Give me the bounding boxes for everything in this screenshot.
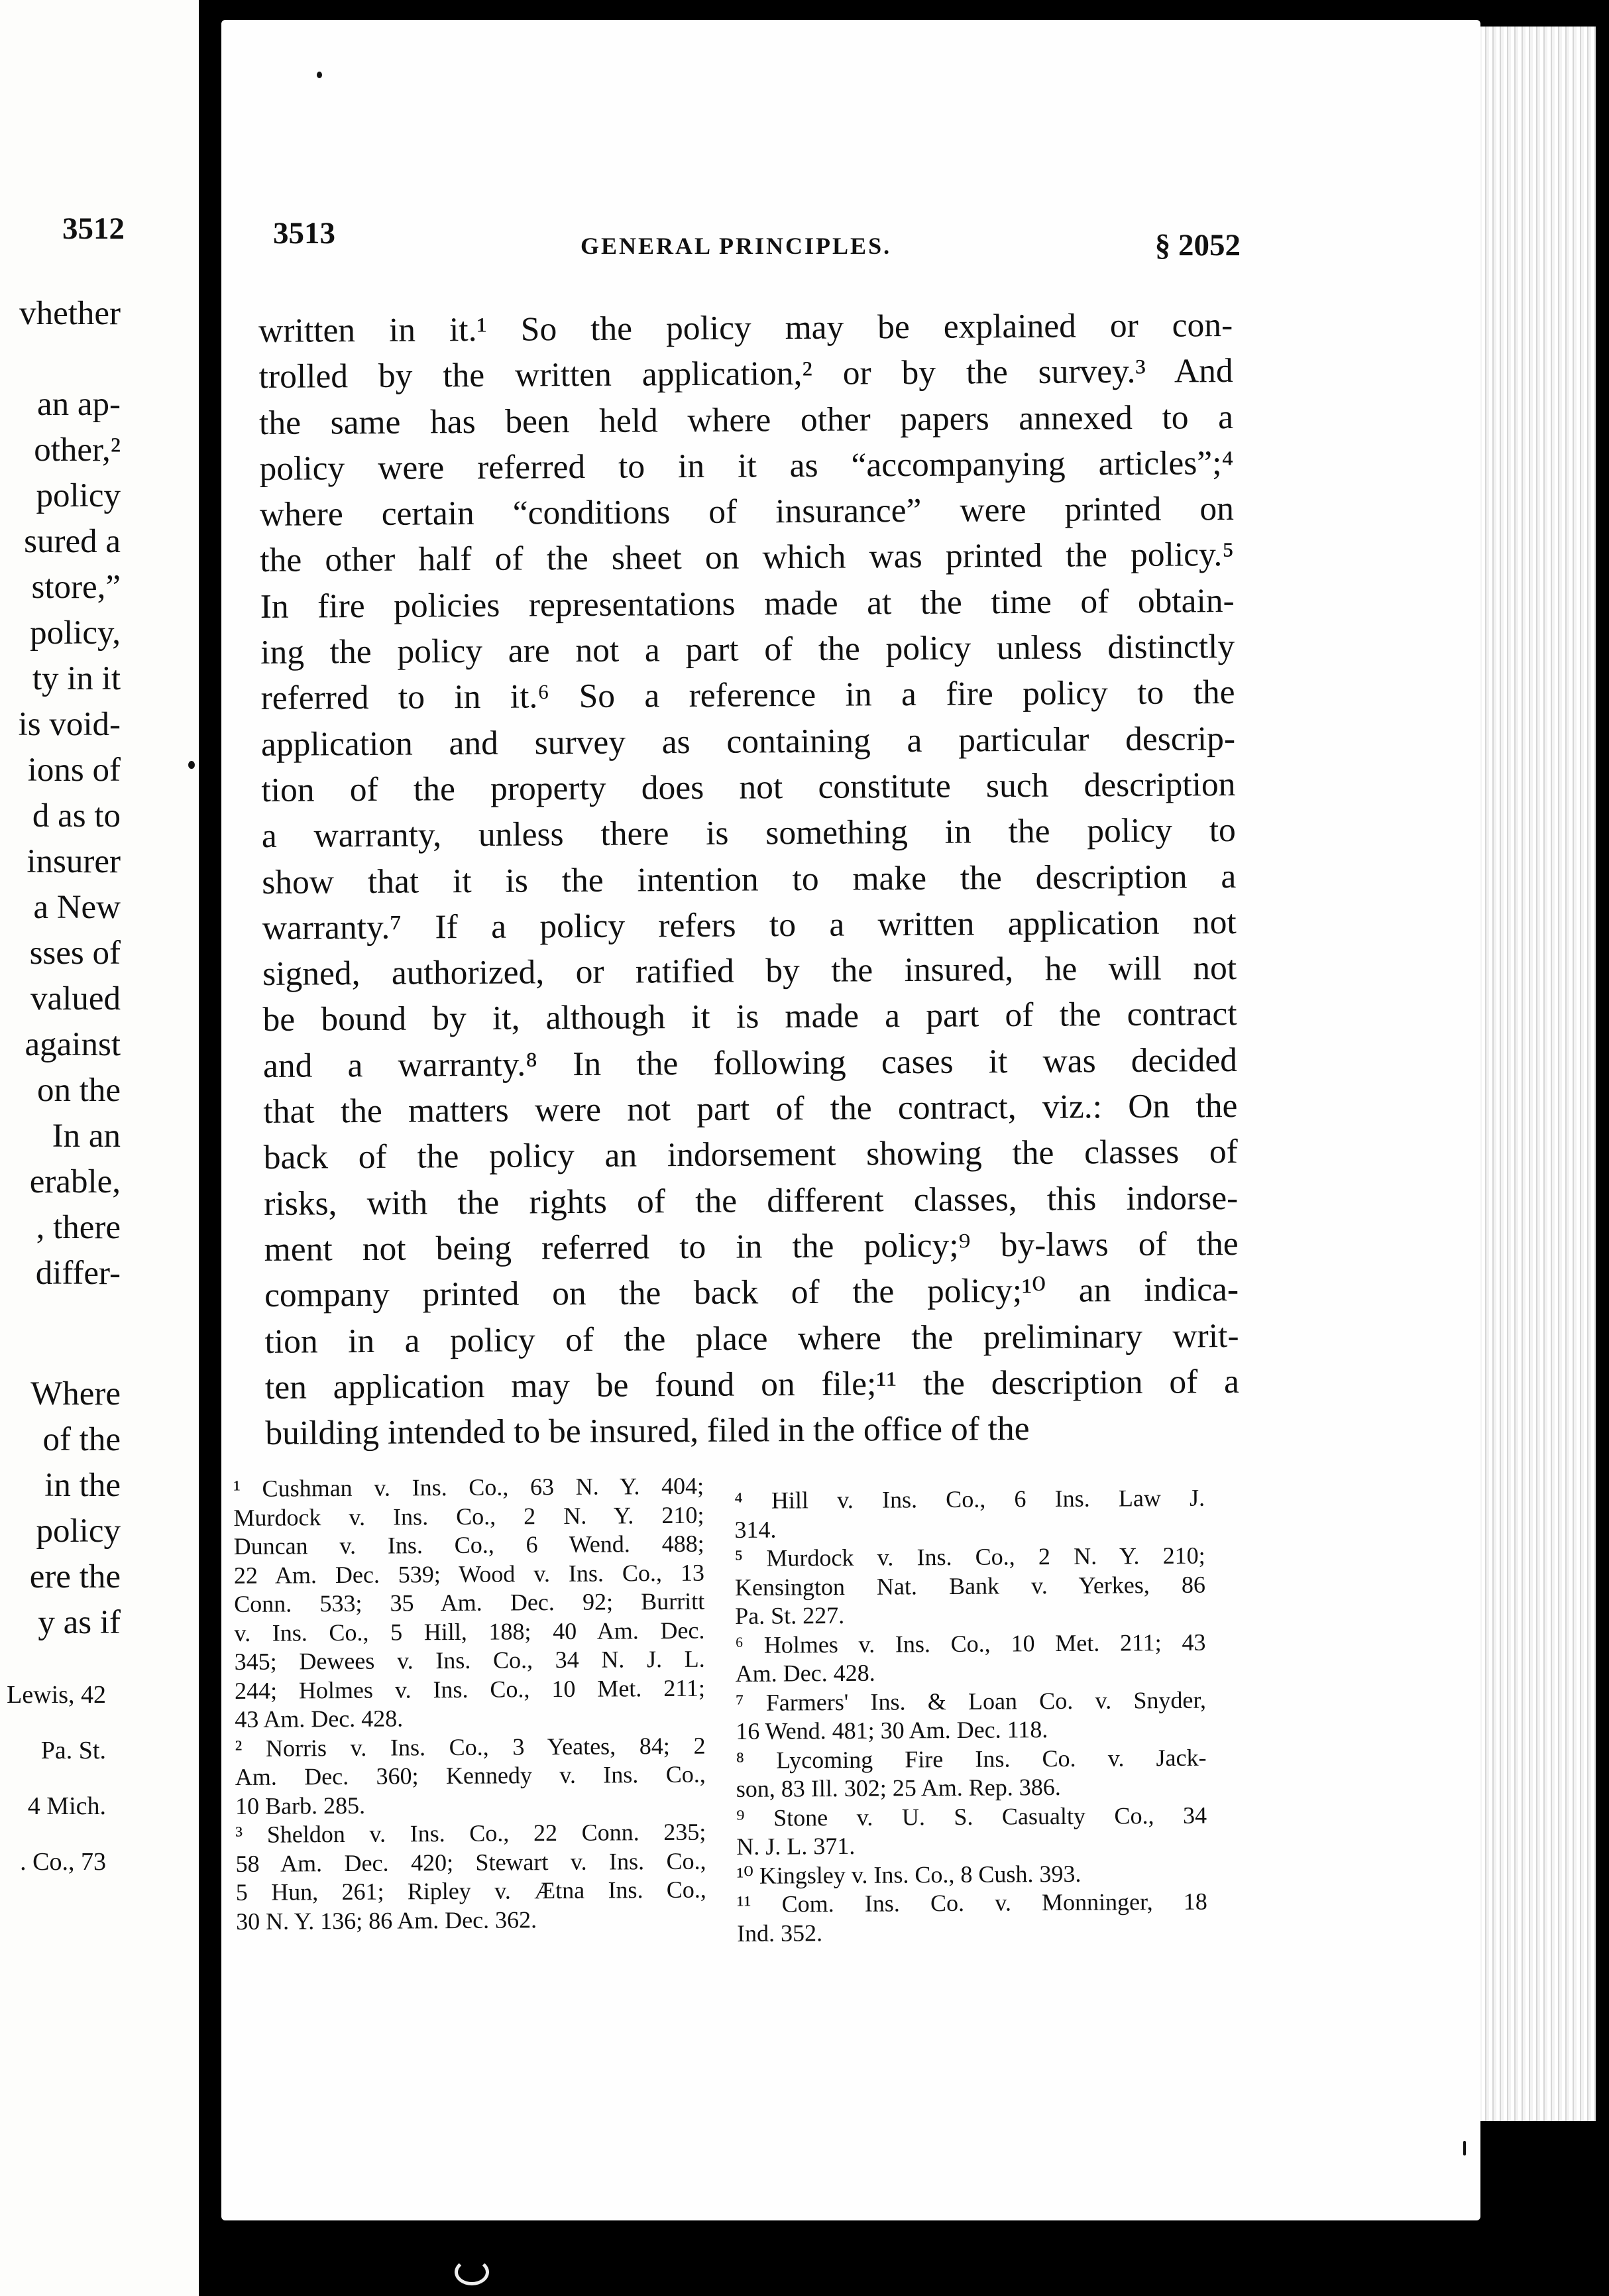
body-line: policy were referred to in it as “accompanying articles”;⁴: [259, 443, 1234, 488]
footnote-line: 244; Holmes v. Ins. Co., 10 Met. 211;: [234, 1674, 706, 1704]
footnote-line: son, 83 Ill. 302; 25 Am. Rep. 386.: [736, 1773, 1061, 1802]
body-line: signed, authorized, or ratified by the insured, he will not: [262, 949, 1237, 994]
body-line: company printed on the back of the policy;¹⁰ an indica-: [264, 1271, 1239, 1315]
footnote-line: Am. Dec. 428.: [735, 1659, 875, 1687]
previous-page-line: differ-: [35, 1255, 121, 1292]
body-line: ing the policy are not a part of the policy unless distinctly: [260, 628, 1235, 672]
previous-page-line: valued: [30, 980, 121, 1017]
previous-page-line: y as if: [38, 1604, 121, 1641]
footnote-line: ¹¹ Com. Ins. Co. v. Monninger, 18: [736, 1888, 1207, 1918]
body-text: [258, 302, 1240, 1456]
body-line: show that it is the intention to make the description a: [262, 857, 1237, 901]
body-line: trolled by the written application,² or by the survey.³ And: [258, 352, 1233, 396]
previous-page-footnote: 4 Mich.: [27, 1792, 106, 1820]
previous-page-line: In an: [52, 1118, 121, 1155]
footnote-line: Conn. 533; 35 Am. Dec. 92; Burritt: [234, 1587, 705, 1617]
body-line: risks, with the rights of the different classes, this indorse-: [264, 1178, 1239, 1223]
previous-page-line: policy: [36, 477, 121, 514]
margin-speck: [1463, 2141, 1466, 2155]
previous-page-line: a New: [33, 889, 121, 926]
previous-page-line: is void-: [18, 706, 121, 743]
previous-page-footnote: Lewis, 42: [7, 1681, 106, 1709]
footnotes-right-column: [734, 1484, 1207, 1948]
body-line: back of the policy an indorsement showing the classes of: [263, 1133, 1238, 1177]
previous-page-line: against: [25, 1026, 121, 1063]
footnotes-left-column: [233, 1472, 706, 1936]
body-line: where certain “conditions of insurance” were printed on: [259, 490, 1235, 534]
body-line: written in it.¹ So the policy may be explained or con-: [258, 306, 1233, 350]
body-line: warranty.⁷ If a policy refers to a written application not: [262, 903, 1237, 947]
previous-page-footnote: Pa. St.: [40, 1737, 106, 1764]
body-line: ten application may be found on file;¹¹ the description of a: [264, 1362, 1240, 1406]
footnote-line: 22 Am. Dec. 539; Wood v. Ins. Co., 13: [233, 1559, 705, 1589]
footnote-line: ¹⁰ Kingsley v. Ins. Co., 8 Cush. 393.: [736, 1860, 1082, 1889]
previous-page-line: of the: [42, 1421, 121, 1458]
previous-page-line: d as to: [32, 797, 121, 834]
body-line: application and survey as containing a particular descrip-: [260, 719, 1236, 764]
previous-page-line: policy: [36, 1513, 121, 1550]
footnote-line: ⁷ Farmers' Ins. & Loan Co. v. Snyder,: [735, 1686, 1207, 1716]
footnote-line: ² Norris v. Ins. Co., 3 Yeates, 84; 2: [235, 1732, 706, 1762]
footnote-line: ⁵ Murdock v. Ins. Co., 2 N. Y. 210;: [734, 1542, 1205, 1572]
footnote-line: Kensington Nat. Bank v. Yerkes, 86: [734, 1571, 1206, 1601]
footnote-line: 16 Wend. 481; 30 Am. Dec. 118.: [736, 1716, 1048, 1745]
footnote-line: 345; Dewees v. Ins. Co., 34 N. J. L.: [234, 1645, 705, 1675]
running-header: [273, 215, 1241, 262]
footnote-line: Pa. St. 227.: [735, 1601, 845, 1629]
body-line: and a warranty.⁸ In the following cases it was decided: [262, 1041, 1238, 1085]
previous-page-line: sured a: [24, 523, 121, 560]
previous-page-line: store,”: [31, 569, 121, 606]
scan-artifact: [455, 2259, 489, 2285]
body-line: tion of the property does not constitute such description: [261, 765, 1236, 809]
body-line: tion in a policy of the place where the preliminary writ-: [264, 1316, 1239, 1361]
body-line: a warranty, unless there is something in the policy to: [261, 811, 1237, 856]
previous-page-line: ere the: [29, 1558, 121, 1595]
footnote-line: N. J. L. 371.: [736, 1832, 856, 1860]
footnote-line: ³ Sheldon v. Ins. Co., 22 Conn. 235;: [235, 1818, 706, 1848]
footnote-line: ⁸ Lycoming Fire Ins. Co. v. Jack-: [736, 1744, 1207, 1774]
footnote-line: 5 Hun, 261; Ripley v. Ætna Ins. Co.,: [235, 1876, 706, 1906]
previous-page-line: Where: [30, 1375, 121, 1412]
page-number: 3513: [273, 216, 335, 251]
body-line: the other half of the sheet on which was printed the policy.⁵: [260, 536, 1235, 580]
footnote-line: Duncan v. Ins. Co., 6 Wend. 488;: [233, 1530, 704, 1560]
previous-page-number: 3512: [62, 211, 125, 246]
body-line: the same has been held where other papers annexed to a: [258, 398, 1234, 442]
footnote-line: Am. Dec. 360; Kennedy v. Ins. Co.,: [235, 1760, 706, 1790]
previous-page-line: vhether: [19, 295, 121, 332]
footnote-line: ¹ Cushman v. Ins. Co., 63 N. Y. 404;: [233, 1472, 704, 1502]
footnote-line: ⁴ Hill v. Ins. Co., 6 Ins. Law J.: [734, 1484, 1205, 1514]
body-line: ment not being referred to in the policy;⁹ by-laws of the: [264, 1224, 1239, 1269]
previous-page-line: ions of: [27, 752, 121, 789]
previous-page-fragment: [0, 0, 199, 2296]
previous-page-line: other,²: [34, 431, 121, 469]
body-line: be bound by it, although it is made a part of the contract: [262, 995, 1237, 1039]
footnote-line: 43 Am. Dec. 428.: [235, 1705, 404, 1733]
body-line: that the matters were not part of the contract, viz.: On the: [263, 1087, 1238, 1131]
previous-page-line: , there: [36, 1209, 121, 1246]
footnote-line: ⁶ Holmes v. Ins. Co., 10 Met. 211; 43: [735, 1629, 1206, 1658]
previous-page-line: policy,: [30, 614, 121, 652]
previous-page-line: on the: [36, 1072, 121, 1109]
margin-speck: [188, 761, 195, 769]
previous-page-footnote: . Co., 73: [20, 1848, 106, 1876]
footnote-line: 30 N. Y. 136; 86 Am. Dec. 362.: [235, 1906, 537, 1935]
previous-page-line: an ap-: [36, 386, 121, 423]
section-title: GENERAL PRINCIPLES.: [581, 233, 892, 259]
book-gutter: [199, 0, 221, 2296]
footnote-line: 314.: [734, 1516, 777, 1543]
section-number: § 2052: [1154, 228, 1241, 262]
body-line: referred to in it.⁶ So a reference in a fire policy to the: [260, 673, 1235, 718]
previous-page-line: in the: [44, 1467, 121, 1504]
body-line: In fire policies representations made at the time of obtain-: [260, 581, 1235, 626]
footnote-line: 58 Am. Dec. 420; Stewart v. Ins. Co.,: [235, 1847, 706, 1877]
footnote-line: ⁹ Stone v. U. S. Casualty Co., 34: [736, 1802, 1207, 1831]
previous-page-line: sses of: [29, 935, 121, 972]
footnote-line: Ind. 352.: [736, 1919, 823, 1947]
body-line: building intended to be insured, filed in the office of the: [265, 1410, 1030, 1453]
previous-page-line: erable,: [29, 1163, 121, 1200]
footnote-line: 10 Barb. 285.: [235, 1792, 366, 1819]
previous-page-line: insurer: [27, 843, 121, 880]
previous-page-line: ty in it: [32, 660, 121, 697]
margin-speck: [317, 72, 322, 78]
footnote-line: Murdock v. Ins. Co., 2 N. Y. 210;: [233, 1501, 704, 1531]
footnote-line: v. Ins. Co., 5 Hill, 188; 40 Am. Dec.: [234, 1617, 705, 1646]
